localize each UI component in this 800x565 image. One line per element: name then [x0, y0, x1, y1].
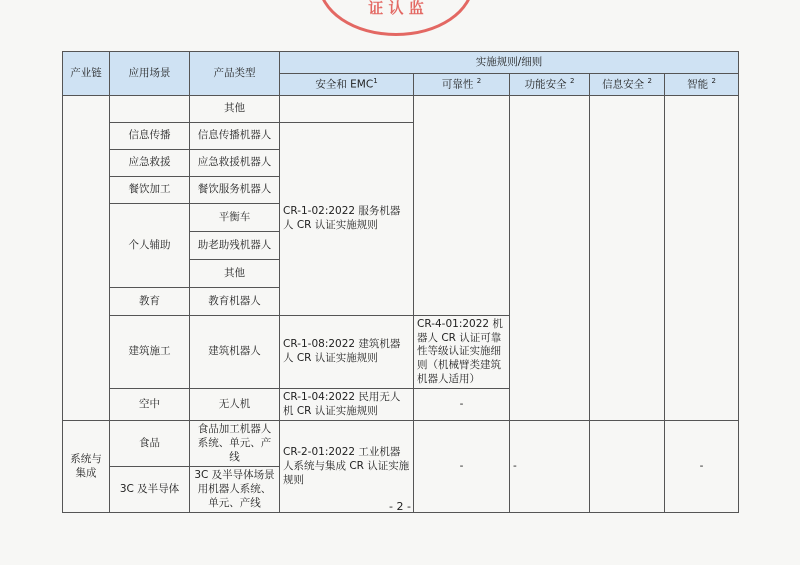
safety-cell-blank [280, 96, 414, 123]
type-cell: 食品加工机器人系统、单元、产线 [190, 421, 280, 467]
header-func: 功能安全 $^2$ [510, 74, 590, 96]
rule-drone: CR-1-04:2022 民用无人机 CR 认证实施规则 [280, 389, 414, 421]
rule-build-reliability: CR-4-01:2022 机器人 CR 认证可靠性等级认证实施细则（机械臂类建筑机器人适用） [414, 316, 510, 389]
scene-cell: 教育 [110, 288, 190, 316]
header-info: 信息安全 $^2$ [590, 74, 665, 96]
header-chain: 产业链 [63, 52, 110, 96]
scene-cell: 餐饮加工 [110, 177, 190, 204]
type-cell: 教育机器人 [190, 288, 280, 316]
scene-cell: 个人辅助 [110, 204, 190, 288]
drone-reliability: - [414, 389, 510, 421]
header-rules: 实施规则/细则 [280, 52, 739, 74]
type-cell: 建筑机器人 [190, 316, 280, 389]
chain-cell-system: 系统与集成 [63, 421, 110, 513]
type-cell: 3C 及半导体场景用机器人系统、单元、产线 [190, 467, 280, 513]
header-reliability: 可靠性 $^2$ [414, 74, 510, 96]
page-number: - 2 - [389, 500, 411, 513]
scene-cell: 空中 [110, 389, 190, 421]
header-safety: 安全和 EMC$^1$ [280, 74, 414, 96]
scene-cell: 建筑施工 [110, 316, 190, 389]
smart-cell-service [665, 96, 739, 421]
type-cell: 助老助残机器人 [190, 232, 280, 260]
info-cell-service [590, 96, 665, 421]
type-cell: 无人机 [190, 389, 280, 421]
rule-service: CR-1-02:2022 服务机器人 CR 认证实施规则 [280, 123, 414, 316]
sys-smart: - [665, 421, 739, 513]
type-cell: 其他 [190, 96, 280, 123]
scene-cell: 应急救援 [110, 150, 190, 177]
scene-cell-blank [110, 96, 190, 123]
type-cell: 平衡车 [190, 204, 280, 232]
header-type: 产品类型 [190, 52, 280, 96]
seal-stamp: 证 认 监 [318, 0, 474, 36]
type-cell: 餐饮服务机器人 [190, 177, 280, 204]
rule-industrial: CR-2-01:2022 工业机器人系统与集成 CR 认证实施规则 [280, 421, 414, 513]
type-cell: 应急救援机器人 [190, 150, 280, 177]
rule-build-safety: CR-1-08:2022 建筑机器人 CR 认证实施规则 [280, 316, 414, 389]
sys-reliability: - [414, 421, 510, 513]
scene-cell: 食品 [110, 421, 190, 467]
header-smart: 智能 $^2$ [665, 74, 739, 96]
header-scene: 应用场景 [110, 52, 190, 96]
sys-func: - [510, 421, 590, 513]
standards-table [62, 51, 739, 513]
func-cell-service [510, 96, 590, 421]
scene-cell: 信息传播 [110, 123, 190, 150]
type-cell: 其他 [190, 260, 280, 288]
scene-cell: 3C 及半导体 [110, 467, 190, 513]
chain-cell-service [63, 96, 110, 421]
reliability-cell-service [414, 96, 510, 316]
type-cell: 信息传播机器人 [190, 123, 280, 150]
